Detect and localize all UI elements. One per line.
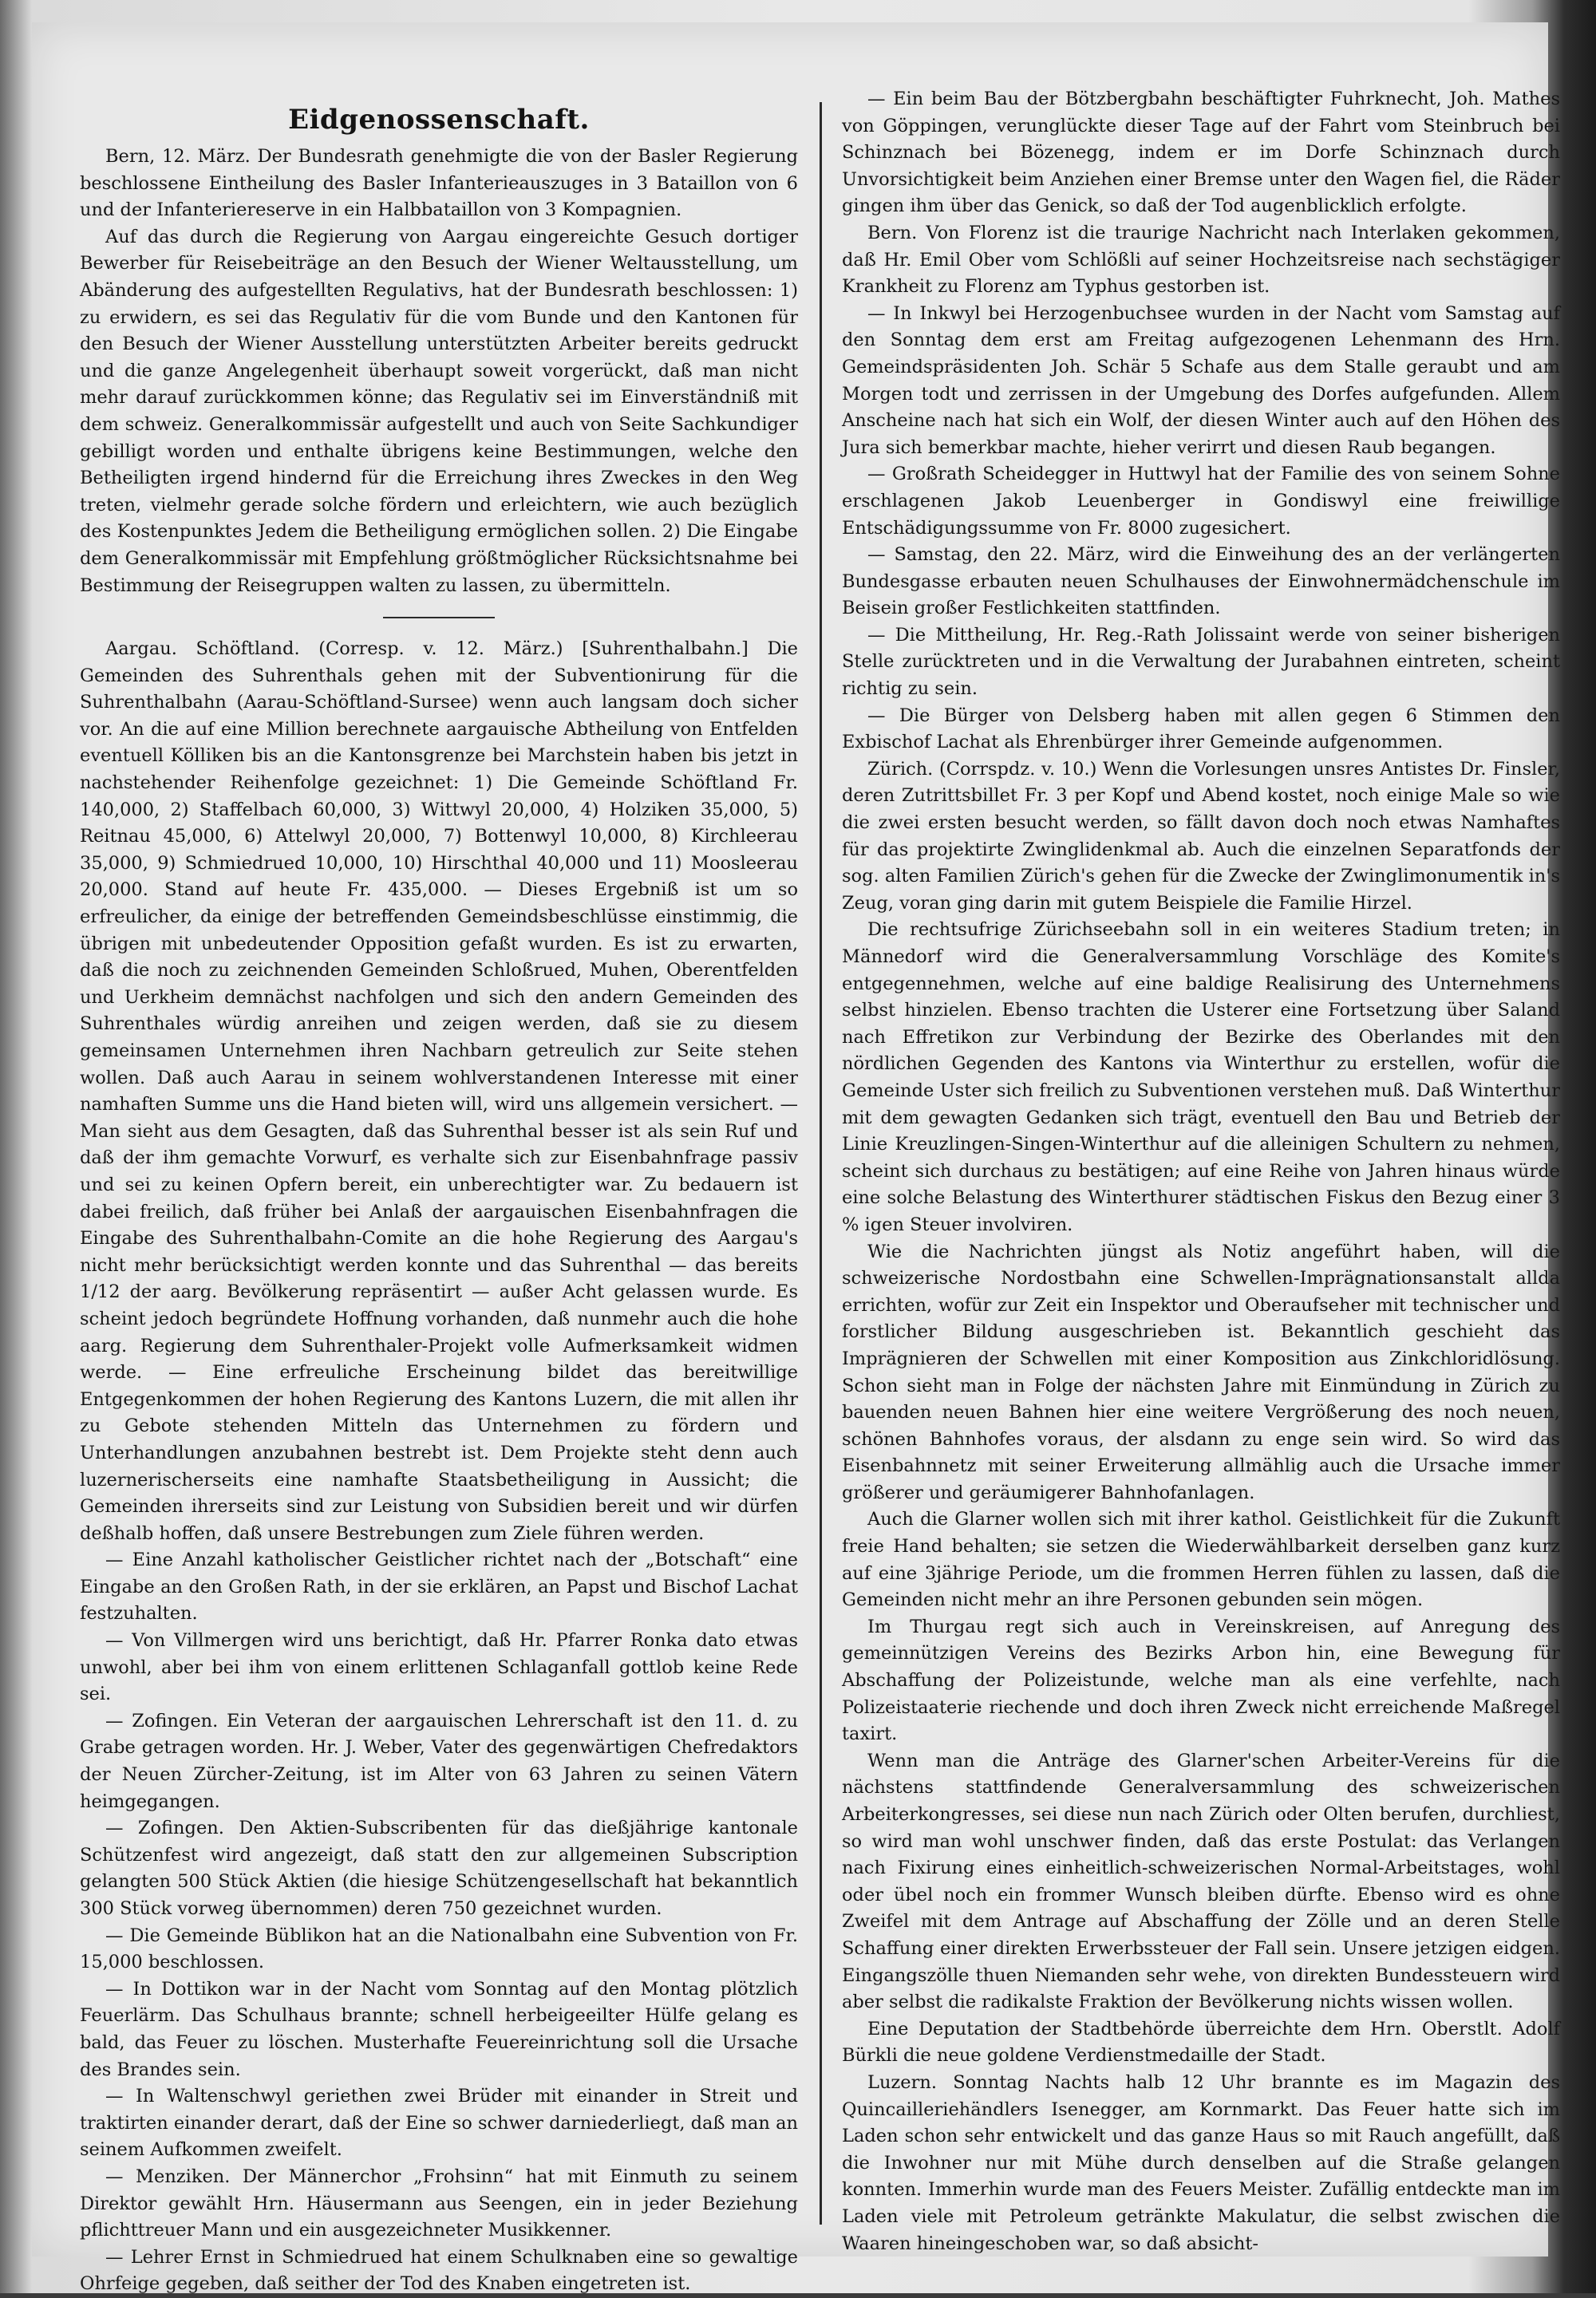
article-paragraph: Wenn man die Anträge des Glarner'schen Arbeiter-Vereins für die nächstens stattfindende Generalversammlung des schweizerischen Arbeiterkongresses, sei diese nun nach Zürich oder Olten berufen, durchliest, so wird man wohl unschwer finden, daß das erste Postulat: das Verlangen nach Fixirung eines einheitlich-schweizerischen Normal-Arbeitstages, wohl oder übel noch ein frommer Wunsch bleiben dürfte. Ebenso wird es ohne Zweifel mit dem Antrage auf Abschaffung der Zölle und an deren Stelle Schaffung einer direkten Erwerbssteuer der Fall sein. Unsere jetzigen eidgen. Eingangszölle thuen Niemanden sehr wehe, von direkten Bundessteuern wird aber selbst die radikalste Fraktion der Bevölkerung nichts wissen wollen. [842,1750,1560,2013]
newspaper-page [32,22,1560,2295]
right-column [842,86,1560,2254]
article-paragraph: — Samstag, den 22. März, wird die Einweihung des an der verlängerten Bundesgasse erbauten neuen Schulhauses der Einwohnermädchenschule im Beisein großer Festlichkeiten stattfinden. [842,544,1560,619]
article-paragraph: Im Thurgau regt sich auch in Vereinskreisen, auf Anregung des gemeinnützigen Vereins des Bezirks Arbon hin, eine Bewegung für Abschaffung der Polizeistunde, welche man als eine verfehlte, nach Polizeistaaterie riechende und doch ihren Zweck nicht erreichende Maßregel taxirt. [842,1616,1560,1745]
article-paragraph: Auf das durch die Regierung von Aargau eingereichte Gesuch dortiger Bewerber für Reisebeiträge an den Besuch der Wiener Weltausstellung, um Abänderung des aufgestellten Regulativs, hat der Bundesrath beschlossen: 1) zu erwidern, es sei das Regulativ für die vom Bunde und den Kantonen für den Besuch der Wiener Ausstellung unterstützten Arbeiter bereits gedruckt und die ganze Angelegenheit überhaupt soweit vorgerückt, daß man nicht mehr darauf zurückkommen könne; das Regulativ sei im Einverständniß mit dem schweiz. Generalkommissär aufgestellt und auch von Seite Sachkundiger gebilligt worden und enthalte übrigens keine Bestimmungen, welche den Betheiligten irgend hindernd für die Erreichung ihres Zweckes in den Weg treten, vielmehr gerade solche fördern und erleichtern, wie auch bezüglich des Kostenpunktes Jedem die Betheiligung ermöglichen sollen. 2) Die Eingabe dem Generalkommissär mit Empfehlung größtmöglicher Rücksichtsnahme bei Bestimmung der Reisegruppen walten zu lassen, zu übermitteln. [80,226,798,596]
article-separator [383,617,495,618]
article-paragraph: — Ein beim Bau der Bötzbergbahn beschäftigter Fuhrknecht, Joh. Mathes von Göppingen, verunglückte dieser Tage auf der Fahrt vom Steinbruch bei Schinznach bei Bözenegg, indem er im Dorfe Schinznach durch Unvorsichtigkeit beim Anziehen einer Bremse unter den Wagen fiel, die Räder gingen ihm über das Genick, so daß der Tod augenblicklich erfolgte. [842,89,1560,217]
section-title: Eidgenossenschaft. [288,104,590,136]
article-paragraph: — Lehrer Ernst in Schmiedrued hat einem Schulknaben eine so gewaltige Ohrfeige gegeben, daß seither der Tod des Knaben eingetreten ist. [80,2246,798,2295]
article-paragraph: Aargau. Schöftland. (Corresp. v. 12. März.) [Suhrenthalbahn.] Die Gemeinden des Suhrenthals gehen mit der Subventionirung für die Suhrenthalbahn (Aarau-Schöftland-Sursee) wenn auch langsam doch sicher vor. An die auf eine Million berechnete aargauische Abtheilung von Entfelden eventuell Kölliken bis an die Kantonsgrenze bei Marchstein haben bis jetzt in nachstehender Reihenfolge gezeichnet: 1) Die Gemeinde Schöftland Fr. 140,000, 2) Staffelbach 60,000, 3) Wittwyl 20,000, 4) Holziken 35,000, 5) Reitnau 45,000, 6) Attelwyl 20,000, 7) Bottenwyl 10,000, 8) Kirchleerau 35,000, 9) Schmiedrued 10,000, 10) Hirschthal 40,000 und 11) Moosleerau 20,000. Stand auf heute Fr. 435,000. — Dieses Ergebniß ist um so erfreulicher, da einige der betreffenden Gemeindsbeschlüsse einstimmig, die übrigen mit unbedeutender Opposition gefaßt wurden. Es ist zu erwarten, daß die noch zu zeichnenden Gemeinden Schloßrued, Muhen, Oberentfelden und Uerkheim demnächst nachfolgen und sich den andern Gemeinden des Suhrenthales würdig anreihen und zeigen werden, daß sie zu diesem gemeinsamen Unternehmen ihren Nachbarn getreulich zur Seite stehen wollen. Daß auch Aarau in seinem wohlverstandenen Interesse mit einer namhaften Summe uns die Hand bieten will, wird uns allgemein versichert. — Man sieht aus dem Gesagten, daß das Suhrenthal besser ist als sein Ruf und daß der ihm gemachte Vorwurf, es verhalte sich zur Eisenbahnfrage passiv und sei zu keinen Opfern bereit, ein unberechtigter war. Zu bedauern ist dabei freilich, daß früher bei Anlaß der aargauischen Eisenbahnfragen die Eingabe des Suhrenthalbahn-Comite an die hohe Regierung des Aargau's nicht mehr berücksichtigt werden konnte und das Suhrenthal — das bereits 1/12 der aarg. Bevölkerung repräsentirt — außer Acht gelassen wurde. Es scheint jedoch begründete Hoffnung vorhanden, daß nunmehr auch die hohe aarg. Regierung dem Suhrenthaler-Projekt volle Aufmerksamkeit widmen werde. — Eine erfreuliche Erscheinung bildet das bereitwillige Entgegenkommen der hohen Regierung des Kantons Luzern, die mit allen ihr zu Gebote stehenden Mitteln das Unternehmen zu fördern und Unterhandlungen anzubahnen bestrebt ist. Dem Projekte steht denn auch luzernerischerseits eine namhafte Staatsbetheiligung in Aussicht; die Gemeinden ihrerseits sind zur Leistung von Subsidien bereit und wir dürfen deßhalb hoffen, daß unsere Bestrebungen zum Ziele führen werden. [80,638,798,1544]
article-paragraph: Die rechtsufrige Zürichseebahn soll in ein weiteres Stadium treten; in Männedorf wird die Generalversammlung Vorschläge des Komite's entgegennehmen, welche auf eine baldige Realisirung des Unternehmens selbst hinzielen. Ebenso trachten die Usterer eine Fortsetzung über Saland nach Effretikon zur Verbindung der Bezirke des Oberlandes mit den nördlichen Gegenden des Kantons via Winterthur zu erstellen, wofür die Gemeinde Uster sich freilich zu Subventionen verstehen muß. Daß Winterthur mit dem gewagten Gedanken sich trägt, eventuell den Bau und Betrieb der Linie Kreuzlingen-Singen-Winterthur auf die alleinigen Schultern zu nehmen, scheint sich durchaus zu bestätigen; auf eine Reihe von Jahren hinaus würde eine solche Belastung des Winterthurer städtischen Fiskus den Bezug einer 3 % igen Steuer involviren. [842,919,1560,1235]
article-paragraph: Auch die Glarner wollen sich mit ihrer kathol. Geistlichkeit für die Zukunft freie Hand behalten; sie setzen die Wiederwählbarkeit derselben ganz kurz auf eine 3jährige Periode, um die frommen Herren fühlen zu lassen, daß die Gemeinden nicht mehr an ihre Personen gebunden sein mögen. [842,1509,1560,1611]
article-paragraph: — Zofingen. Ein Veteran der aargauischen Lehrerschaft ist den 11. d. zu Grabe getragen worden. Hr. J. Weber, Vater des gegenwärtigen Chefredaktors der Neuen Zürcher-Zeitung, ist im Alter von 63 Jahren zu seinen Vätern heimgegangen. [80,1710,798,1812]
article-paragraph: — In Waltenschwyl geriethen zwei Brüder mit einander in Streit und traktirten einander derart, daß der Eine so schwer darniederliegt, daß man an seinem Aufkommen zweifelt. [80,2086,798,2161]
article-paragraph: — Die Mittheilung, Hr. Reg.-Rath Jolissaint werde von seiner bisherigen Stelle zurücktreten und in die Verwaltung der Jurabahnen eintreten, scheint richtig zu sein. [842,624,1560,700]
article-paragraph: Wie die Nachrichten jüngst als Notiz angeführt haben, will die schweizerische Nordostbahn eine Schwellen-Imprägnationsanstalt allda errichten, wofür zur Zeit ein Inspektor und Oberaufseher mit technischer und forstlicher Bildung ausgeschrieben ist. Bekanntlich geschieht das Imprägnieren der Schwellen mit einer Komposition aus Zinkchloridlösung. Schon sieht man in Folge der nächsten Jahre mit Einmündung in Zürich zu bauenden neuen Bahnen hier eine weitere Vergrößerung des noch neuen, schönen Bahnhofes voraus, der alsdann zu enge sein wird. So wird das Eisenbahnnetz mit seiner Erweiterung allmählig auch die Ursache immer größerer und geräumigerer Bahnhofanlagen. [842,1241,1560,1503]
article-paragraph: Bern. Von Florenz ist die traurige Nachricht nach Interlaken gekommen, daß Hr. Emil Ober vom Schlößli auf seiner Hochzeitsreise nach sechstägiger Krankheit zu Florenz am Typhus gestorben ist. [842,222,1560,298]
article-paragraph: Eine Deputation der Stadtbehörde überreichte dem Hrn. Oberstlt. Adolf Bürkli die neue goldene Verdienstmedaille der Stadt. [842,2018,1560,2067]
article-paragraph: — In Inkwyl bei Herzogenbuchsee wurden in der Nacht vom Samstag auf den Sonntag dem erst am Freitag aufgezogenen Lehenmann des Hrn. Gemeindspräsidenten Joh. Schär 5 Schafe aus dem Stalle geraubt und am Morgen todt und zerrissen in der Umgebung des Dorfes aufgefunden. Allem Anscheine nach hat sich ein Wolf, der diesen Winter auch auf den Höhen des Jura sich bemerkbar machte, hieher verirrt und diesen Raub begangen. [842,302,1560,458]
article-paragraph: Zürich. (Corrspdz. v. 10.) Wenn die Vorlesungen unsres Antistes Dr. Finsler, deren Zutrittsbillet Fr. 3 per Kopf und Abend kostet, noch einige Male so wie die zwei ersten besucht werden, so fällt davon doch noch etwas Namhaftes für das projektirte Zwinglidenkmal ab. Auch die einzelnen Separatfonds der sog. alten Familien Zürich's gehen für die Zwecke der Zwinglimonumentik in's Zeug, voran ging darin mit gutem Beispiele die Familie Hirzel. [842,758,1560,914]
article-paragraph: — Großrath Scheidegger in Huttwyl hat der Familie des von seinem Sohne erschlagenen Jakob Leuenberger in Gondiswyl eine freiwillige Entschädigungssumme von Fr. 8000 zugesichert. [842,464,1560,539]
article-paragraph: — Die Bürger von Delsberg haben mit allen gegen 6 Stimmen den Exbischof Lachat als Ehrenbürger ihrer Gemeinde aufgenommen. [842,705,1560,753]
article-paragraph: Bern, 12. März. Der Bundesrath genehmigte die von der Basler Regierung beschlossene Eintheilung des Basler Infanterieauszuges in 3 Bataillon von 6 und der Infanteriereserve in ein Halbbataillon von 3 Kompagnien. [80,146,798,221]
article-paragraph: — Menziken. Der Männerchor „Frohsinn“ hat mit Einmuth zu seinem Direktor gewählt Hrn. Häusermann aus Seengen, ein in jeder Beziehung pflichttreuer Mann und ein ausgezeichneter Musikkenner. [80,2166,798,2241]
column-divider [820,102,822,2225]
article-paragraph: — In Dottikon war in der Nacht vom Sonntag auf den Montag plötzlich Feuerlärm. Das Schulhaus brannte; schnell herbeigeeilter Hülfe gelang es bald, das Feuer zu löschen. Musterhafte Feuereinrichtung soll die Ursache des Brandes sein. [80,1978,798,2080]
article-paragraph: — Von Villmergen wird uns berichtigt, daß Hr. Pfarrer Ronka dato etwas unwohl, aber bei ihm von einem erlittenen Schlaganfall gottlob keine Rede sei. [80,1630,798,1705]
article-paragraph: Luzern. Sonntag Nachts halb 12 Uhr brannte es im Magazin des Quincailleriehändlers Isenegger, am Kornmarkt. Das Feuer hatte sich im Laden schon sehr entwickelt und das ganze Haus so mit Rauch angefüllt, daß die Inwohner nur mit Mühe durch denselben auf die Straße gelangen konnten. Immerhin wurde man des Feuers Meister. Zufällig entdeckte man im Laden viele mit Petroleum getränkte Makulatur, die selbst zwischen die Waaren hineingeschoben war, so daß absicht- [842,2071,1560,2254]
article-paragraph: — Eine Anzahl katholischer Geistlicher richtet nach der „Botschaft“ eine Eingabe an den Großen Rath, in der sie erklären, an Papst und Bischof Lachat festzuhalten. [80,1550,798,1625]
article-paragraph: — Zofingen. Den Aktien-Subscribenten für das dießjährige kantonale Schützenfest wird angezeigt, daß statt den zur allgemeinen Subscription gelangten 500 Stück Aktien (die hiesige Schützengesellschaft hat bekanntlich 300 Stück vorweg übernommen) deren 750 gezeichnet wurden. [80,1818,798,1919]
left-column [80,102,798,2295]
article-paragraph: — Die Gemeinde Büblikon hat an die Nationalbahn eine Subvention von Fr. 15,000 beschlossen. [80,1925,798,1973]
